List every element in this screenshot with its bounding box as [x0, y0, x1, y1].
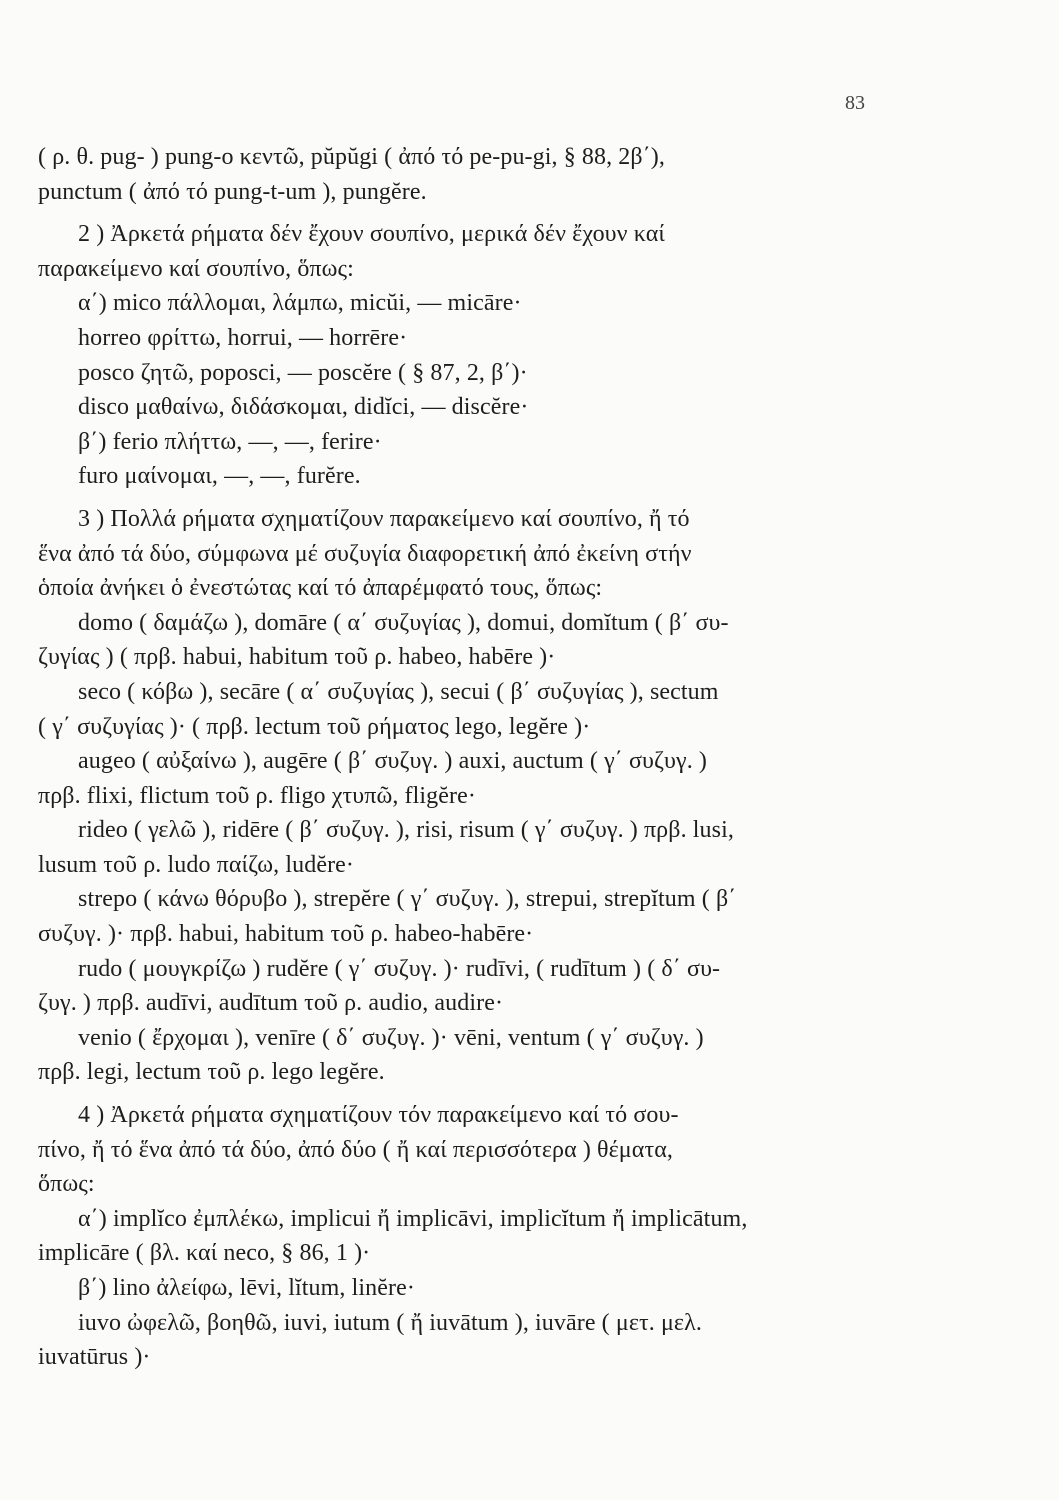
page-text: [38, 140, 898, 1375]
text-line: domo ( δαμάζω ), domāre ( α΄ συζυγίας ), domui, domĭtum ( β΄ συ-: [78, 609, 729, 636]
text-line: furo μαίνομαι, —, —, furĕre.: [78, 463, 361, 490]
text-line: horreo φρίττω, horrui, — horrēre·: [78, 324, 408, 351]
text-line: πρβ. legi, lectum τοῦ ρ. lego legĕre.: [38, 1059, 385, 1086]
text-line: rideo ( γελῶ ), ridēre ( β΄ συζυγ. ), risi, risum ( γ΄ συζυγ. ) πρβ. lusi,: [78, 817, 734, 844]
paragraph-2-heading: 2 ) Ἀρκετά ρήματα δέν ἔχουν σουπίνο, μερικά δέν ἔχουν καί: [78, 221, 665, 248]
text-line: iuvo ὠφελῶ, βοηθῶ, iuvi, iutum ( ἤ iuvātum ), iuvāre ( μετ. μελ.: [78, 1309, 702, 1336]
text-line: πρβ. flixi, flictum τοῦ ρ. fligo χτυπῶ, fligĕre·: [38, 782, 476, 809]
text-line: ὁποία ἀνήκει ὁ ἐνεστώτας καί τό ἀπαρέμφατό τους, ὅπως:: [38, 575, 603, 602]
text-line: rudo ( μουγκρίζω ) rudĕre ( γ΄ συζυγ. )· rudīvi, ( rudītum ) ( δ΄ συ-: [78, 955, 721, 982]
text-line: α΄) implĭco ἐμπλέκω, implicui ἤ implicāvi, implicĭtum ἤ implicātum,: [78, 1205, 748, 1232]
text-line: implicāre ( βλ. καί neco, § 86, 1 )·: [38, 1240, 371, 1267]
text-line: strepo ( κάνω θόρυβο ), strepĕre ( γ΄ συζυγ. ), strepui, strepĭtum ( β΄: [78, 886, 737, 913]
text-line: disco μαθαίνω, διδάσκομαι, didĭci, — discĕre·: [78, 394, 529, 421]
page-number: 83: [845, 92, 865, 114]
text-line: α΄) mico πάλλομαι, λάμπω, micŭi, — micāre·: [78, 290, 522, 317]
text-line: ζυγίας ) ( πρβ. habui, habitum τοῦ ρ. habeo, habēre )·: [38, 644, 556, 671]
paragraph-4-heading: 4 ) Ἀρκετά ρήματα σχηματίζουν τόν παρακείμενο καί τό σου-: [78, 1102, 679, 1129]
text-line: seco ( κόβω ), secāre ( α΄ συζυγίας ), secui ( β΄ συζυγίας ), sectum: [78, 678, 719, 705]
text-line: πίνο, ἤ τό ἕνα ἀπό τά δύο, ἀπό δύο ( ἤ καί περισσότερα ) θέματα,: [38, 1136, 673, 1163]
text-line: venio ( ἔρχομαι ), venīre ( δ΄ συζυγ. )· vēni, ventum ( γ΄ συζυγ. ): [78, 1024, 704, 1051]
text-line: β΄) ferio πλήττω, —, —, ferire·: [78, 428, 382, 455]
text-line: παρακείμενο καί σουπίνο, ὅπως:: [38, 255, 354, 282]
text-line: posco ζητῶ, poposci, — poscĕre ( § 87, 2, β΄)·: [78, 359, 528, 386]
text-line: ζυγ. ) πρβ. audīvi, audītum τοῦ ρ. audio, audire·: [38, 990, 504, 1017]
paragraph-3-heading: 3 ) Πολλά ρήματα σχηματίζουν παρακείμενο καί σουπίνο, ἤ τό: [78, 505, 690, 532]
text-line: iuvatūrus )·: [38, 1344, 151, 1371]
text-line: ( γ΄ συζυγίας )· ( πρβ. lectum τοῦ ρήματος lego, legĕre )·: [38, 713, 591, 740]
text-line: lusum τοῦ ρ. ludo παίζω, ludĕre·: [38, 851, 355, 878]
text-line: ὅπως:: [38, 1171, 95, 1198]
text-line: augeo ( αὐξαίνω ), augēre ( β΄ συζυγ. ) auxi, auctum ( γ΄ συζυγ. ): [78, 748, 708, 775]
text-line: ἕνα ἀπό τά δύο, σύμφωνα μέ συζυγία διαφορετική ἀπό ἐκείνη στήν: [38, 540, 692, 567]
text-line: β΄) lino ἀλείφω, lēvi, lĭtum, linĕre·: [78, 1275, 415, 1301]
text-line: συζυγ. )· πρβ. habui, habitum τοῦ ρ. habeo-habēre·: [38, 921, 534, 948]
text-line: punctum ( ἀπό τό pung-t-um ), pungĕre.: [38, 178, 427, 205]
text-line: ( ρ. θ. pug- ) pung-o κεντῶ, pŭpŭgi ( ἀπό τό pe-pu-gi, § 88, 2β΄),: [38, 144, 666, 170]
